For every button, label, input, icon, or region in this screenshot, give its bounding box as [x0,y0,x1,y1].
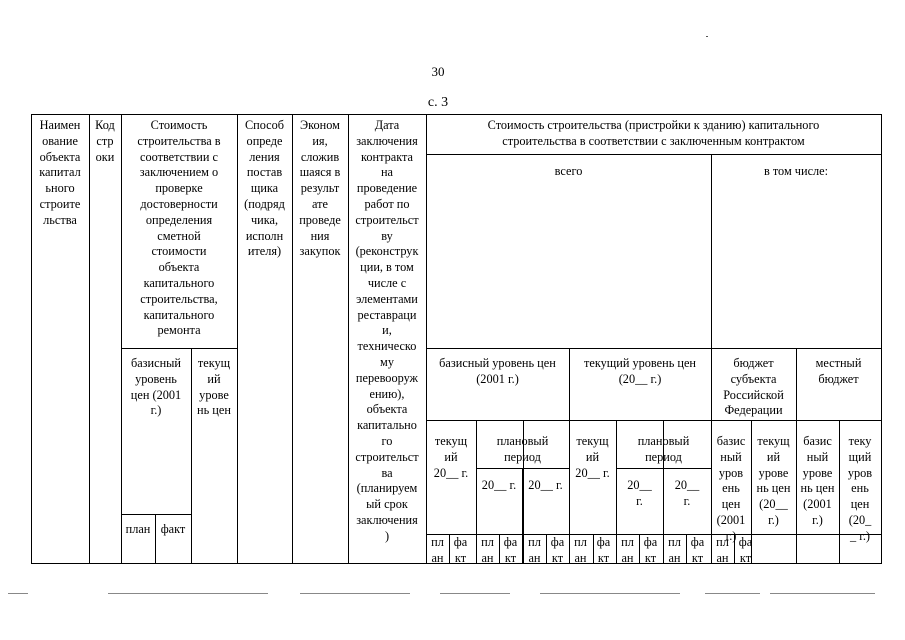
cost-estimate-header: Стоимость строительства в соответствии с заключением о проверке достоверности определения сметной стоимости объекта капитального строительства, капитального ремонта [137,118,221,338]
fact-subheader: фа кт [690,535,705,565]
current-year-header-2: текущ ий 20__ г. [575,434,610,480]
method-header: Способ опреде ления постав щика (подряд чика, исполн ителя) [244,118,285,259]
grid-line [31,114,882,115]
grid-line [426,420,882,421]
plan-subheader: пл ан [481,535,494,565]
fact-subheader: фа кт [643,535,658,565]
budget-base-header: базис ный уров ень цен (2001 г.) [716,434,746,543]
year-header: 20__ г. [674,478,700,508]
local-base-header: базис ный урове нь цен (2001 г.) [800,434,835,527]
grid-line [121,514,192,515]
grid-line [881,114,882,564]
section-label: с. 3 [427,95,449,110]
grid-line [426,154,882,155]
plan-subheader: пл ан [621,535,634,565]
page-number: 30 [431,64,445,79]
scan-dashed-line [0,593,905,595]
grid-line [426,348,882,349]
contract-cost-header: Стоимость строительства (пристройки к зданию) капитального строительства в соответствии с заключенным контрактом [487,118,820,148]
plan-subheader: пл ан [528,535,541,565]
local-current-header: теку щий уров ень цен (20_ _ г.) [847,434,873,543]
regional-budget-header: бюджет субъекта Российской Федерации [723,356,784,418]
grid-line [616,468,712,469]
fact-subheader: фа кт [550,535,565,565]
object-name-header: Наимен ование объекта капитал ьного строите льства [39,118,81,227]
plan-subheader: пл ан [574,535,587,565]
grid-line [89,114,90,564]
savings-header: Эконом ия, сложив шаяся в результ ате проведе ния закупок [299,118,341,259]
plan-subheader: пл ан [668,535,681,565]
budget-current-header: текущ ий урове нь цен (20__ г.) [756,434,791,527]
total-header: всего [554,164,583,178]
code-header: Код стр оки [95,118,115,164]
planning-period-header: плановый период [496,434,549,464]
including-header: в том числе: [763,164,829,178]
scan-speck [706,36,708,37]
fact-subheader: фа кт [596,535,611,565]
plan-subheader: пл ан [716,535,729,565]
grid-line [426,114,427,564]
grid-line [121,348,238,349]
year-header: 20__ г. [627,478,652,508]
report-table [31,114,881,563]
contract-date-header: Дата заключения контракта на проведение работ по строительст ву (реконструк ции, в том числе с элементами реставраци и, техническо му перевооруж ению), объекта капитально го строительст ва (планируем ый срок заключения ) [355,118,419,543]
plan-subheader: пл ан [431,535,444,565]
fact-subheader: фа кт [453,535,468,565]
current-level-header: текущ ий урове нь цен [197,356,231,418]
current-level-20-header: текущий уровень цен (20__ г.) [583,356,696,386]
local-budget-header: местный бюджет [815,356,862,386]
fact-header: факт [160,522,186,536]
fact-subheader: фа кт [738,535,753,565]
year-header: 20__ г. [528,478,563,492]
base-level-header: базисный уровень цен (2001 г.) [130,356,182,418]
fact-subheader: фа кт [503,535,518,565]
current-year-header: текущ ий 20__ г. [433,434,469,480]
base-level-2001-header: базисный уровень цен (2001 г.) [439,356,556,386]
plan-header: план [125,522,151,536]
year-header: 20__ г. [481,478,517,492]
planning-period-header-2: плановый период [637,434,690,464]
